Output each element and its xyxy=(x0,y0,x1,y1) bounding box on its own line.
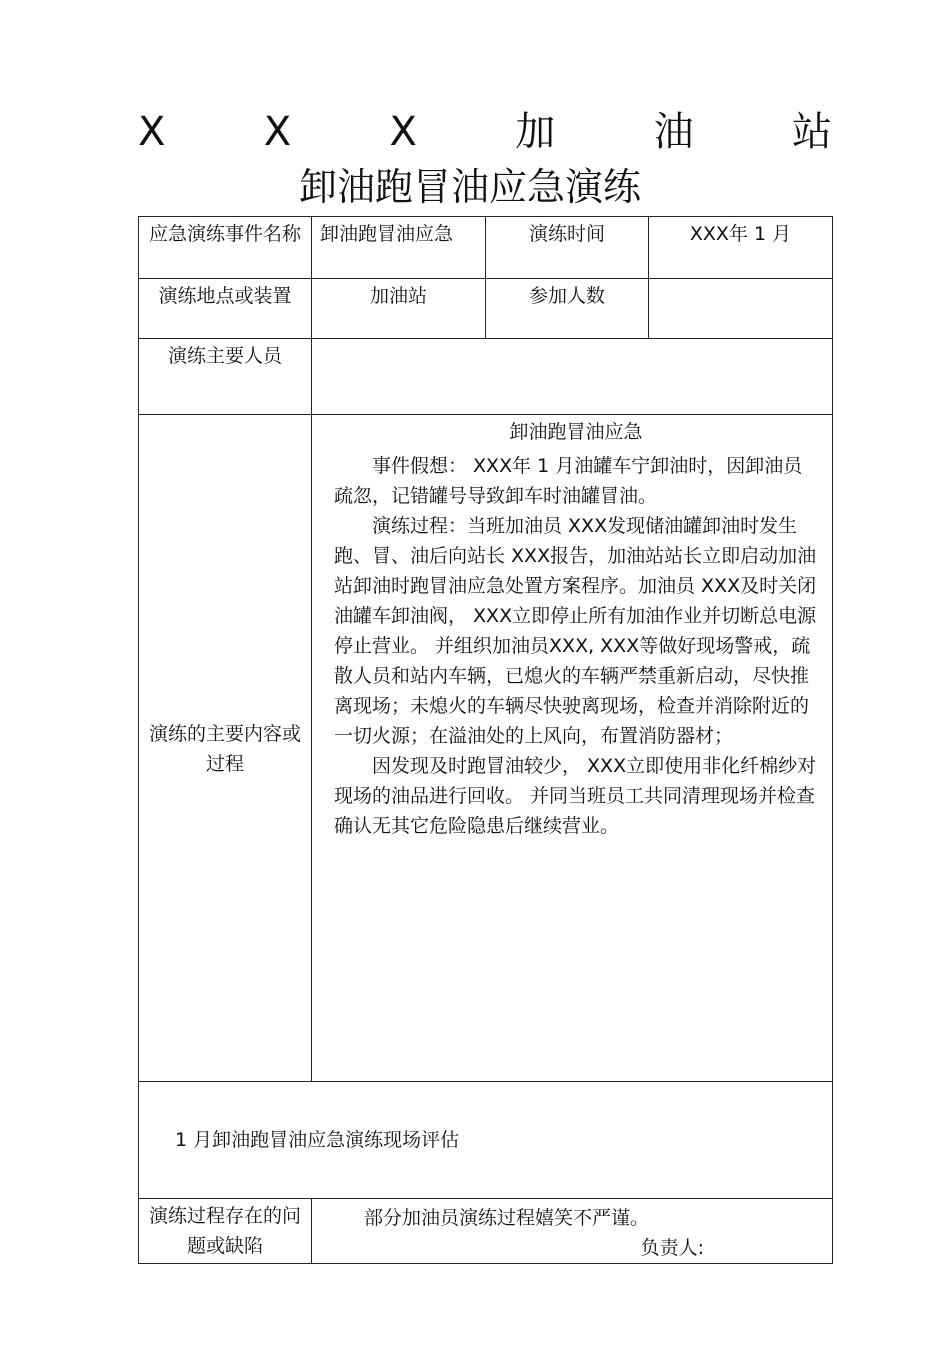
issues-value: 部分加油员演练过程嬉笑不严谨。 xyxy=(364,1207,650,1229)
table-row xyxy=(139,1199,833,1264)
main-personnel-label: 演练主要人员 xyxy=(139,339,312,415)
issues-cell xyxy=(312,1199,833,1264)
title-char: 油 xyxy=(653,109,694,155)
participant-count-label: 参加人数 xyxy=(486,279,649,339)
responsible-person-label: 负责人: xyxy=(640,1237,704,1259)
location-value: 加油站 xyxy=(312,279,486,339)
document-title xyxy=(138,104,832,160)
location-label: 演练地点或装置 xyxy=(139,279,312,339)
issues-label: 演练过程存在的问题或缺陷 xyxy=(139,1199,312,1264)
title-char: 站 xyxy=(791,109,832,155)
main-personnel-value xyxy=(312,339,833,415)
table-row xyxy=(139,1082,833,1199)
evaluation-title: 1 月卸油跑冒油应急演练现场评估 xyxy=(139,1082,833,1199)
content-paragraph: 因发现及时跑冒油较少， XXX立即使用非化纤棉纱对现场的油品进行回收。 并同当班员工共同清理现场并检查确认无其它危险隐患后继续营业。 xyxy=(334,755,817,837)
title-char: X xyxy=(263,109,292,155)
participant-count-value xyxy=(649,279,833,339)
title-char: 加 xyxy=(515,109,556,155)
content-label: 演练的主要内容或过程 xyxy=(139,415,312,1082)
drill-content xyxy=(312,415,833,1082)
table-row xyxy=(139,415,833,1082)
content-heading: 卸油跑冒油应急 xyxy=(509,421,643,443)
event-name-label: 应急演练事件名称 xyxy=(139,217,312,279)
table-row xyxy=(139,279,833,339)
table-row xyxy=(139,339,833,415)
content-paragraph: 事件假想： XXX年 1 月油罐车宁卸油时，因卸油员疏忽，记错罐号导致卸车时油罐冒油。 xyxy=(334,455,803,507)
content-paragraph: 演练过程：当班加油员 XXX发现储油罐卸油时发生跑、冒、油后向站长 XXX报告，加油站站长立即启动加油站卸油时跑冒油应急处置方案程序。加油员 XXX及时关闭油罐车卸油阀， XXX立即停止所有加油作业并切断总电源停止营业。 并组织加油员XXX, XXX等做好现场警戒，疏散人员和站内车辆，已熄火的车辆严禁重新启动，尽快推离现场；未熄火的车辆尽快驶离现场，检查并消除附近的一切火源；在溢油处的上风向，布置消防器材； xyxy=(334,515,817,747)
title-char: X xyxy=(138,109,166,155)
drill-time-value: XXX年 1 月 xyxy=(649,217,833,279)
drill-time-label: 演练时间 xyxy=(486,217,649,279)
drill-record-table xyxy=(138,216,833,1264)
event-name-value: 卸油跑冒油应急 xyxy=(312,217,486,279)
table-row xyxy=(139,217,833,279)
title-char: X xyxy=(389,109,417,155)
document-subtitle: 卸油跑冒油应急演练 xyxy=(298,165,641,209)
